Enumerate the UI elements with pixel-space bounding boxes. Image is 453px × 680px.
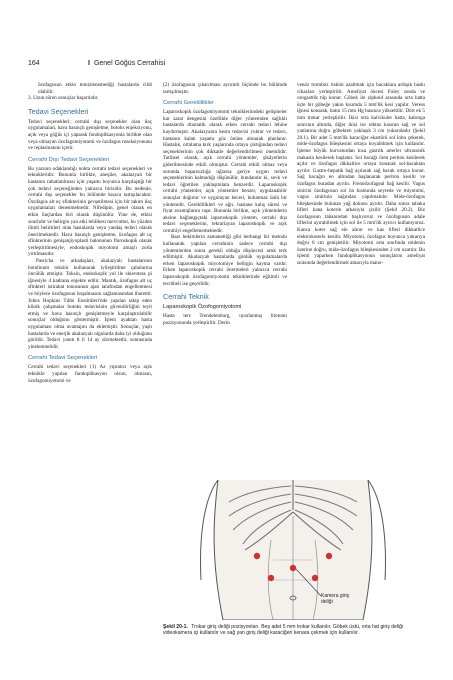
- figure-caption: [163, 624, 425, 637]
- figure-trocar-positions: [163, 480, 425, 620]
- heading-cerrahi-gereklilikler: Cerrahi Gereklilikler: [163, 100, 214, 107]
- heading-cerrahi-teknik: Cerrahi Teknik: [163, 292, 209, 302]
- heading-laparoskopik: Laparoskopik Özofogomiyotomi: [163, 304, 242, 311]
- trocar-site-left-rectus: [268, 575, 274, 581]
- trocar-site-right-rectus: [312, 575, 318, 581]
- heading-cerrahi-tedavi: Cerrahi Tedavi Seçenekleri: [28, 355, 98, 362]
- paragraph-cerrahi-tedavi: Cerrahi tedavi seçenekleri (1) Az yıpratıcı veya açık teknikle yapılan fundoplikasyon olsun, olmasın, özofagomiyotomi ve: [28, 364, 152, 384]
- heading-cerrahi-disi: Cerrahi Dışı Tedavi Seçenekleri: [28, 156, 110, 163]
- figure-number: Şekil 20-1.: [163, 624, 188, 630]
- paragraph-teknik-continued: venöz tromboz riskini azaltmak için bacaklara ardışık baskı cihazları yerleştirilir. Ameliyat öncesi Foley sonda ve orogastrik tüp konur. Göbek ile ziphoid arasında orta hatta üçte bir göbeğe yakın kısımda 5 mm'lik kesi yapılır. Veress iğnesi konarak, batın 15 mm Hg basınca yükseltilir. Dört ek 5 mm trokar yerleştirilir. İkisi orta kalvikuler hatta, kaburga sınırının altında, diğer ikisi ise rektus kasının sağ ve sol yanlarına doğru göbekten yaklaşık 3 cm yukarıdadır (Şekil 20.1). Bir adet 5 mm'lik karaciğer ekartörü sol lobu çekerek, mide-özofagus bileşkesini ortaya koyabilmek için kullanılır. İşleme büyük kurvaturdan kısa gastrik arterler ultrasonik makasla kesilerek başlanır. Sol bacağı ören periton kesilerek açılır ve özofagus dikkatlice ortaya konarak sol-bacaktan ayrılır. Gastro-hepatik bağ açılarak sağ bacak ortaya konur. Sağ bacağın en altından başlanarak periton kesilir ve özofagus buradan ayrılır. Frenoözofageal bağ kesilir. Vagus sinirini özofagusun sol ön kısmında seyrede ve miyotomi, vagus sinirinin sağından yapılmalıdır. Mide-özofagus bileşkesinde bulunan yağ dokusu ayrılır. Daha sonra tabaka lifleri kana koterin arkasıyla çizilir (Şekil 20.2). Biz özofagusun tabanından başlıyoruz ve özofagusun adale liflerini ayırabilmek için sol ile 5 mm'lik ayırıcı kullanıyoruz. Kanca koter sağ ele alınır ve kas lifleri dikkatlice elektrokoterle kesilir. Miyotomi, özofagus boyunca yukarıya doğru 6 cm genişletilir. Miyotomi orta sınıfında midenin üzerine doğru, mide-özofagus bileşkesinden 2 cm uzatılır. Bu işlemi yaparken fundoplikasyonun sonuçlarını ameliyat sırasında değerlendirmek amacıyla mano-: [297, 82, 425, 267]
- paragraph-tedavi: Tedavi seçenekleri; cerrahi dışı seçenekler olan ilaç uygulamaları, hava basınçlı genişletme, botoks enjeksiyonu, açık veya göğüs içi yaparak fundoplikasyonla birlikte olan veya olmayan özofagomiyotomi ve özofagus rezeksiyonunu ve replasmanını içerir.: [28, 118, 152, 152]
- page-number: 164: [28, 60, 40, 67]
- figure-caption-text: Trokar giriş deliği pozisyonları. Beş adet 5 mm trokar kullanılır. Göbek üstü, orta hat giriş deliği videokamera içi kullanılır ve sağ yan giriş deliği karaciğeri kenara çekmek için kullanılır.: [163, 624, 404, 637]
- paragraph-cerrahi-disi-2: Pasricha ve arkadaşları, akalazyalı hastalarının botulinum toksini kullanarak iyileştirilme çabalarına öncülük etmiştir. Toksin, endoskopik yol ile sklerotera pi iğnesiyle 4 kadrana enjekte edilir. Mantık, özofagus alt uç sfinkteri istirahat tonusunun ajan tarafından engellenmesi ve böylece özofagusun boşalmasını sağlamasından ibarettir. Johns Hopkins Tıbbi Enstitüleri'nde yapılan takip eden klinik çalışmalar botoks tedavisinin güvenilirliğini teyit etmiş ve hava basınçlı genişletmeyle karşılaştırılabilir sonuçlar olduğunu göstermiştir. İşlem ayaktan hasta uygulaması olma avantajını da eklemiştir. Sonuçlar, yaşlı hastalarda ve enerjik akalazyalı olgularda daha iyi olduğunu görülür. Tedavi yanıtı 8 il 14 ay sürmektedir, sonrasında yinelenmelidir.: [28, 258, 152, 350]
- column-left: [28, 82, 152, 384]
- camera-port-label: Kamera giriş deliği: [321, 593, 350, 605]
- torso-illustration: [163, 480, 425, 620]
- heading-tedavi: Tedavi Seçenekleri: [28, 106, 89, 116]
- trocar-site-camera: [290, 565, 296, 571]
- intro-list-item-3: 3. Uzun süren sonuçlar başarılıdır.: [28, 95, 99, 102]
- column-right: [297, 82, 425, 267]
- paragraph-continuation: (2) özofagusun çıkarılması ayrıntılı biçimde bu bölümde tartışılmıştır.: [163, 82, 287, 95]
- chapter-title: Genel Göğüs Cerrahisi: [93, 60, 166, 67]
- column-middle: [163, 82, 287, 326]
- paragraph-laparoskopik: Hasta ters Trendelenburg, uyarlanmış litotomi pozisyonunda yerleştirilir. Derin: [163, 313, 287, 326]
- trocar-site-right-subcostal: [326, 553, 332, 559]
- running-head: [88, 60, 165, 67]
- chapter-number: I: [88, 60, 90, 67]
- intro-text: özofagusun etkin temizlenemediği hastalarda cildi olabilir.: [38, 82, 152, 95]
- trocar-site-left-subcostal: [254, 553, 260, 559]
- page-header: [28, 60, 425, 72]
- paragraph-cerrahi-disi-1: Bu yazının odaklandığı nokta cerrahi tedavi seçenekleri ve teknikleridir. Bununla birlikte, aneşiler, akalazyalı bir hastanın rahatlatılması için yaşamı boyunca karşılaştığı bir çok tedavi seçeneğinden yalnızca birisidir. Bu nedenle, cerrahi dışı seçenekler bu bölümde kısaca tartışılacaktır. Özofagus alt uç sfinkterinin gevşetilmesi için bir takım ilaç uygulamaları denenmektedir. Nifedipin, genel olarak en etkin ilaçlardan biri olarak düşünülür. Yine de, etkisi sınırlıdır ve belirgin yan etki tehlikesi mevcuttur, bu yüzden ilimli belirtileri olan hastalarda veya yandaş tedavi olarak önerilmektedir. Hava basınçlı genişletme, özofagus alt uç sfinkterinin genişanjiyoplasti balonunun floroskopik olarak yerleştirilmesiyle, endoskopik miyotomi amaçlı zorla yırtılmasıdır.: [28, 165, 152, 258]
- paragraph-gereklilikler-1: Laparoskopik özofagomiyotomi teknikleriındeki gelişmeler kar zarar dengesini özellikle diğer yöntemden sağlıklı hastalarda dramatik olarak erken cerrahi tedavi lehine kaydırmıştır. Akalazyanın kesin tedavisi yoktur ve tedavi, hastanın kalan yaşamı göz önüne alınarak planlanır. Hastalık, ortalama kırk yaşlarında ortaya çıktığından tedavi seçeneklerinin çok dikkatle değerlendirilmesi önemlidir. Tarihsel olarak, açık cerrahi yöntemler, şikâyetlerin giderilmesinde etkili olmuştur. Cerrahi etkili olmaz veya sorunda başarısızlığa uğrarsa geriye uygun tedavi seçeneklerinin kalmadığı düşünülür, bundandır ki, sevk ve tedavi öğretilen yaklaşımlara benzerdir. Laparoskopik cerrahi yöntemler, açık yöntemler benzer, uygulanabilir sonuçlar doğurur ve uygulayan beceri, bulunmaz ünlü bir yöntemdir. Gereklilikleri ve ağrı, hastane kalış süresi ve fiyat avantajlarını taşır. Bununla birlikte, açık yöntemlerin aksine bağlangıçtaki laparoskopik yöntem, cerrahi dışı tedavi seçeneklerini, tekrarlayan laparoskopik ve açık cerrahiyi engellememektedir.: [163, 109, 287, 234]
- paragraph-gereklilikler-2: Bazı hekimlerin zamanettiği gibi herhangi bir metodu kullanarak yapılan cerrahinin sadece cerrahi dışı yöntemlerden sonra gerekli olduğu düşüncesi artık terk edilmiştir. Akalazyalı hastalarda günlük uygulamalarda erken laparoskopik miyotomiye belirgin kayma vardır. Erken laparoskopik cerrahi önermeleri yalnızca cerrahi laparoskopik özofagomiyotomi tekniklerinde eğitimli ve tecrübeli ise geçerlidir.: [163, 234, 287, 287]
